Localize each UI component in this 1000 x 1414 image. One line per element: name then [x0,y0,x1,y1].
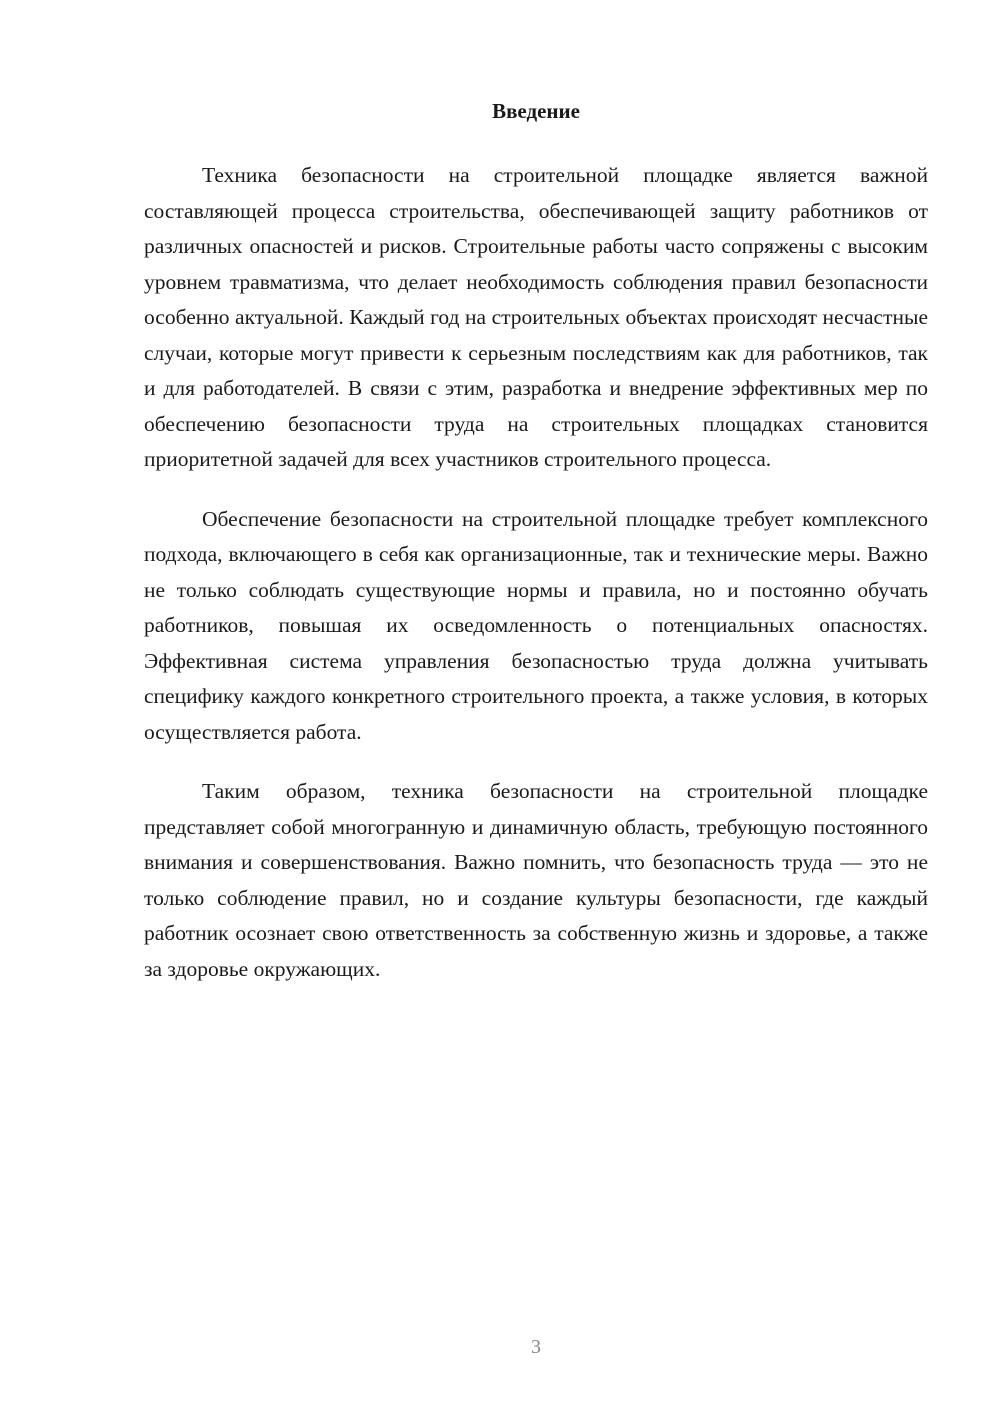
paragraph-3: Таким образом, техника безопасности на строительной площадке представляет собой многогранную и динамичную область, требующую постоянного внимания и совершенствования. Важно помнить, что безопасность труда — это не только соблюдение правил, но и создание культуры безопасности, где каждый работник осознает свою ответственность за собственную жизнь и здоровье, а также за здоровье окружающих. [144,779,928,981]
paragraph-1: Техника безопасности на строительной площадке является важной составляющей процесса строительства, обеспечивающей защиту работников от различных опасностей и рисков. Строительные работы часто сопряжены с высоким уровнем травматизма, что делает необходимость соблюдения правил безопасности особенно актуальной. Каждый год на строительных объектах происходят несчастные случаи, которые могут привести к серьезным последствиям как для работников, так и для работодателей. В связи с этим, разработка и внедрение эффективных мер по обеспечению безопасности труда на строительных площадках становится приоритетной задачей для всех участников строительного процесса. [144,163,928,471]
page-content [144,94,928,987]
paragraph-2: Обеспечение безопасности на строительной площадке требует комплексного подхода, включающего в себя как организационные, так и технические меры. Важно не только соблюдать существующие нормы и правила, но и постоянно обучать работников, повышая их осведомленность о потенциальных опасностях. Эффективная система управления безопасностью труда должна учитывать специфику каждого конкретного строительного проекта, а также условия, в которых осуществляется работа. [144,506,928,744]
page-number: 3 [531,1336,541,1358]
section-heading: Введение [492,99,580,123]
